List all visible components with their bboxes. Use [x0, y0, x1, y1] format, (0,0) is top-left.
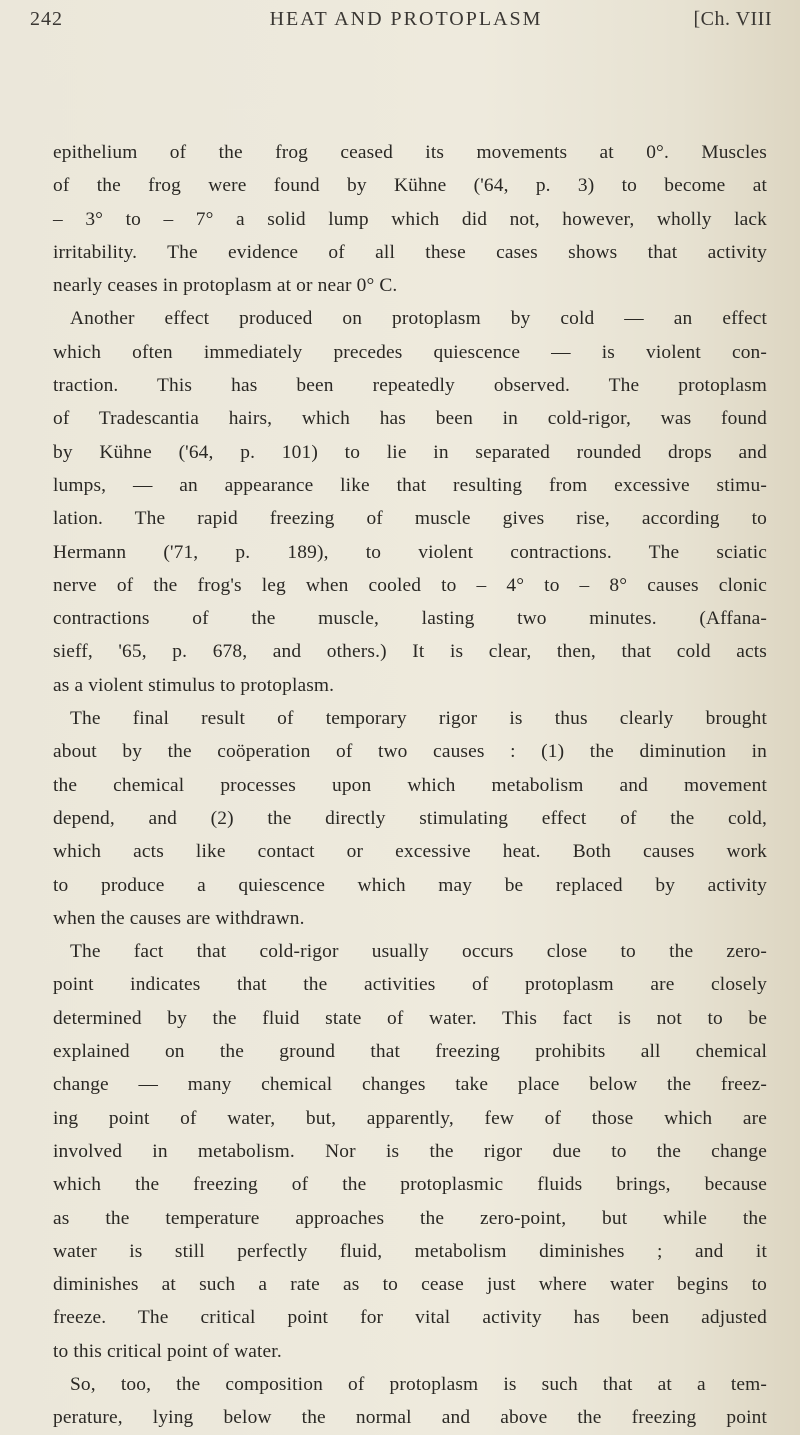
text-line: which the freezing of the protoplasmic fluids brings, because	[53, 1174, 767, 1196]
text-line: as the temperature approaches the zero-point, but while the	[53, 1207, 767, 1229]
text-line: the chemical processes upon which metabolism and movement	[53, 774, 767, 796]
text-line: perature, lying below the normal and above the freezing point	[53, 1407, 767, 1429]
text-line: water is still perfectly fluid, metabolism diminishes ; and it	[53, 1240, 767, 1262]
text-line: irritability. The evidence of all these cases shows that activity	[53, 241, 767, 263]
text-line: traction. This has been repeatedly observed. The protoplasm	[53, 375, 767, 397]
text-line: freeze. The critical point for vital activity has been adjusted	[53, 1307, 767, 1329]
text-line: ing point of water, but, apparently, few of those which are	[53, 1107, 767, 1129]
text-line: lumps, — an appearance like that resulting from excessive stimu-	[53, 474, 767, 496]
running-header	[30, 8, 772, 32]
text-line: to produce a quiescence which may be replaced by activity	[53, 874, 767, 896]
text-line: contractions of the muscle, lasting two minutes. (Affana-	[53, 608, 767, 630]
text-line: of the frog were found by Kühne ('64, p. 3) to become at	[53, 175, 767, 197]
text-line: – 3° to – 7° a solid lump which did not, however, wholly lack	[53, 208, 767, 230]
text-line: The final result of temporary rigor is thus clearly brought	[70, 708, 767, 730]
body-text	[53, 136, 767, 1435]
text-line: involved in metabolism. Nor is the rigor due to the change	[53, 1140, 767, 1162]
text-line: when the causes are withdrawn.	[53, 907, 305, 929]
text-line: lation. The rapid freezing of muscle gives rise, according to	[53, 508, 767, 530]
text-line: explained on the ground that freezing prohibits all chemical	[53, 1041, 767, 1063]
text-line: Another effect produced on protoplasm by cold — an effect	[70, 308, 767, 330]
text-line: to this critical point of water.	[53, 1340, 282, 1362]
running-title: HEAT AND PROTOPLASM	[269, 8, 543, 30]
text-line: as a violent stimulus to protoplasm.	[53, 674, 335, 696]
page-number: 242	[30, 8, 63, 30]
text-line: change — many chemical changes take place below the freez-	[53, 1074, 767, 1096]
text-line: diminishes at such a rate as to cease just where water begins to	[53, 1274, 767, 1296]
text-line: nearly ceases in protoplasm at or near 0° C.	[53, 275, 398, 297]
text-line: point indicates that the activities of protoplasm are closely	[53, 974, 767, 996]
text-line: Hermann ('71, p. 189), to violent contractions. The sciatic	[53, 541, 767, 563]
text-line: sieff, '65, p. 678, and others.) It is clear, then, that cold acts	[53, 641, 767, 663]
chapter-label: [Ch. VIII	[693, 8, 772, 30]
text-line: determined by the fluid state of water. This fact is not to be	[53, 1007, 767, 1029]
text-line: which often immediately precedes quiescence — is violent con-	[53, 341, 767, 363]
text-line: The fact that cold-rigor usually occurs close to the zero-	[70, 941, 767, 963]
text-line: So, too, the composition of protoplasm is such that at a tem-	[70, 1373, 767, 1395]
text-line: of Tradescantia hairs, which has been in cold-rigor, was found	[53, 408, 767, 430]
text-line: about by the coöperation of two causes : (1) the diminution in	[53, 741, 767, 763]
text-line: epithelium of the frog ceased its movements at 0°. Muscles	[53, 142, 767, 163]
text-line: by Kühne ('64, p. 101) to lie in separated rounded drops and	[53, 441, 767, 463]
text-line: depend, and (2) the directly stimulating effect of the cold,	[53, 807, 767, 829]
text-line: which acts like contact or excessive heat. Both causes work	[53, 841, 767, 863]
text-line: nerve of the frog's leg when cooled to – 4° to – 8° causes clonic	[53, 574, 767, 596]
